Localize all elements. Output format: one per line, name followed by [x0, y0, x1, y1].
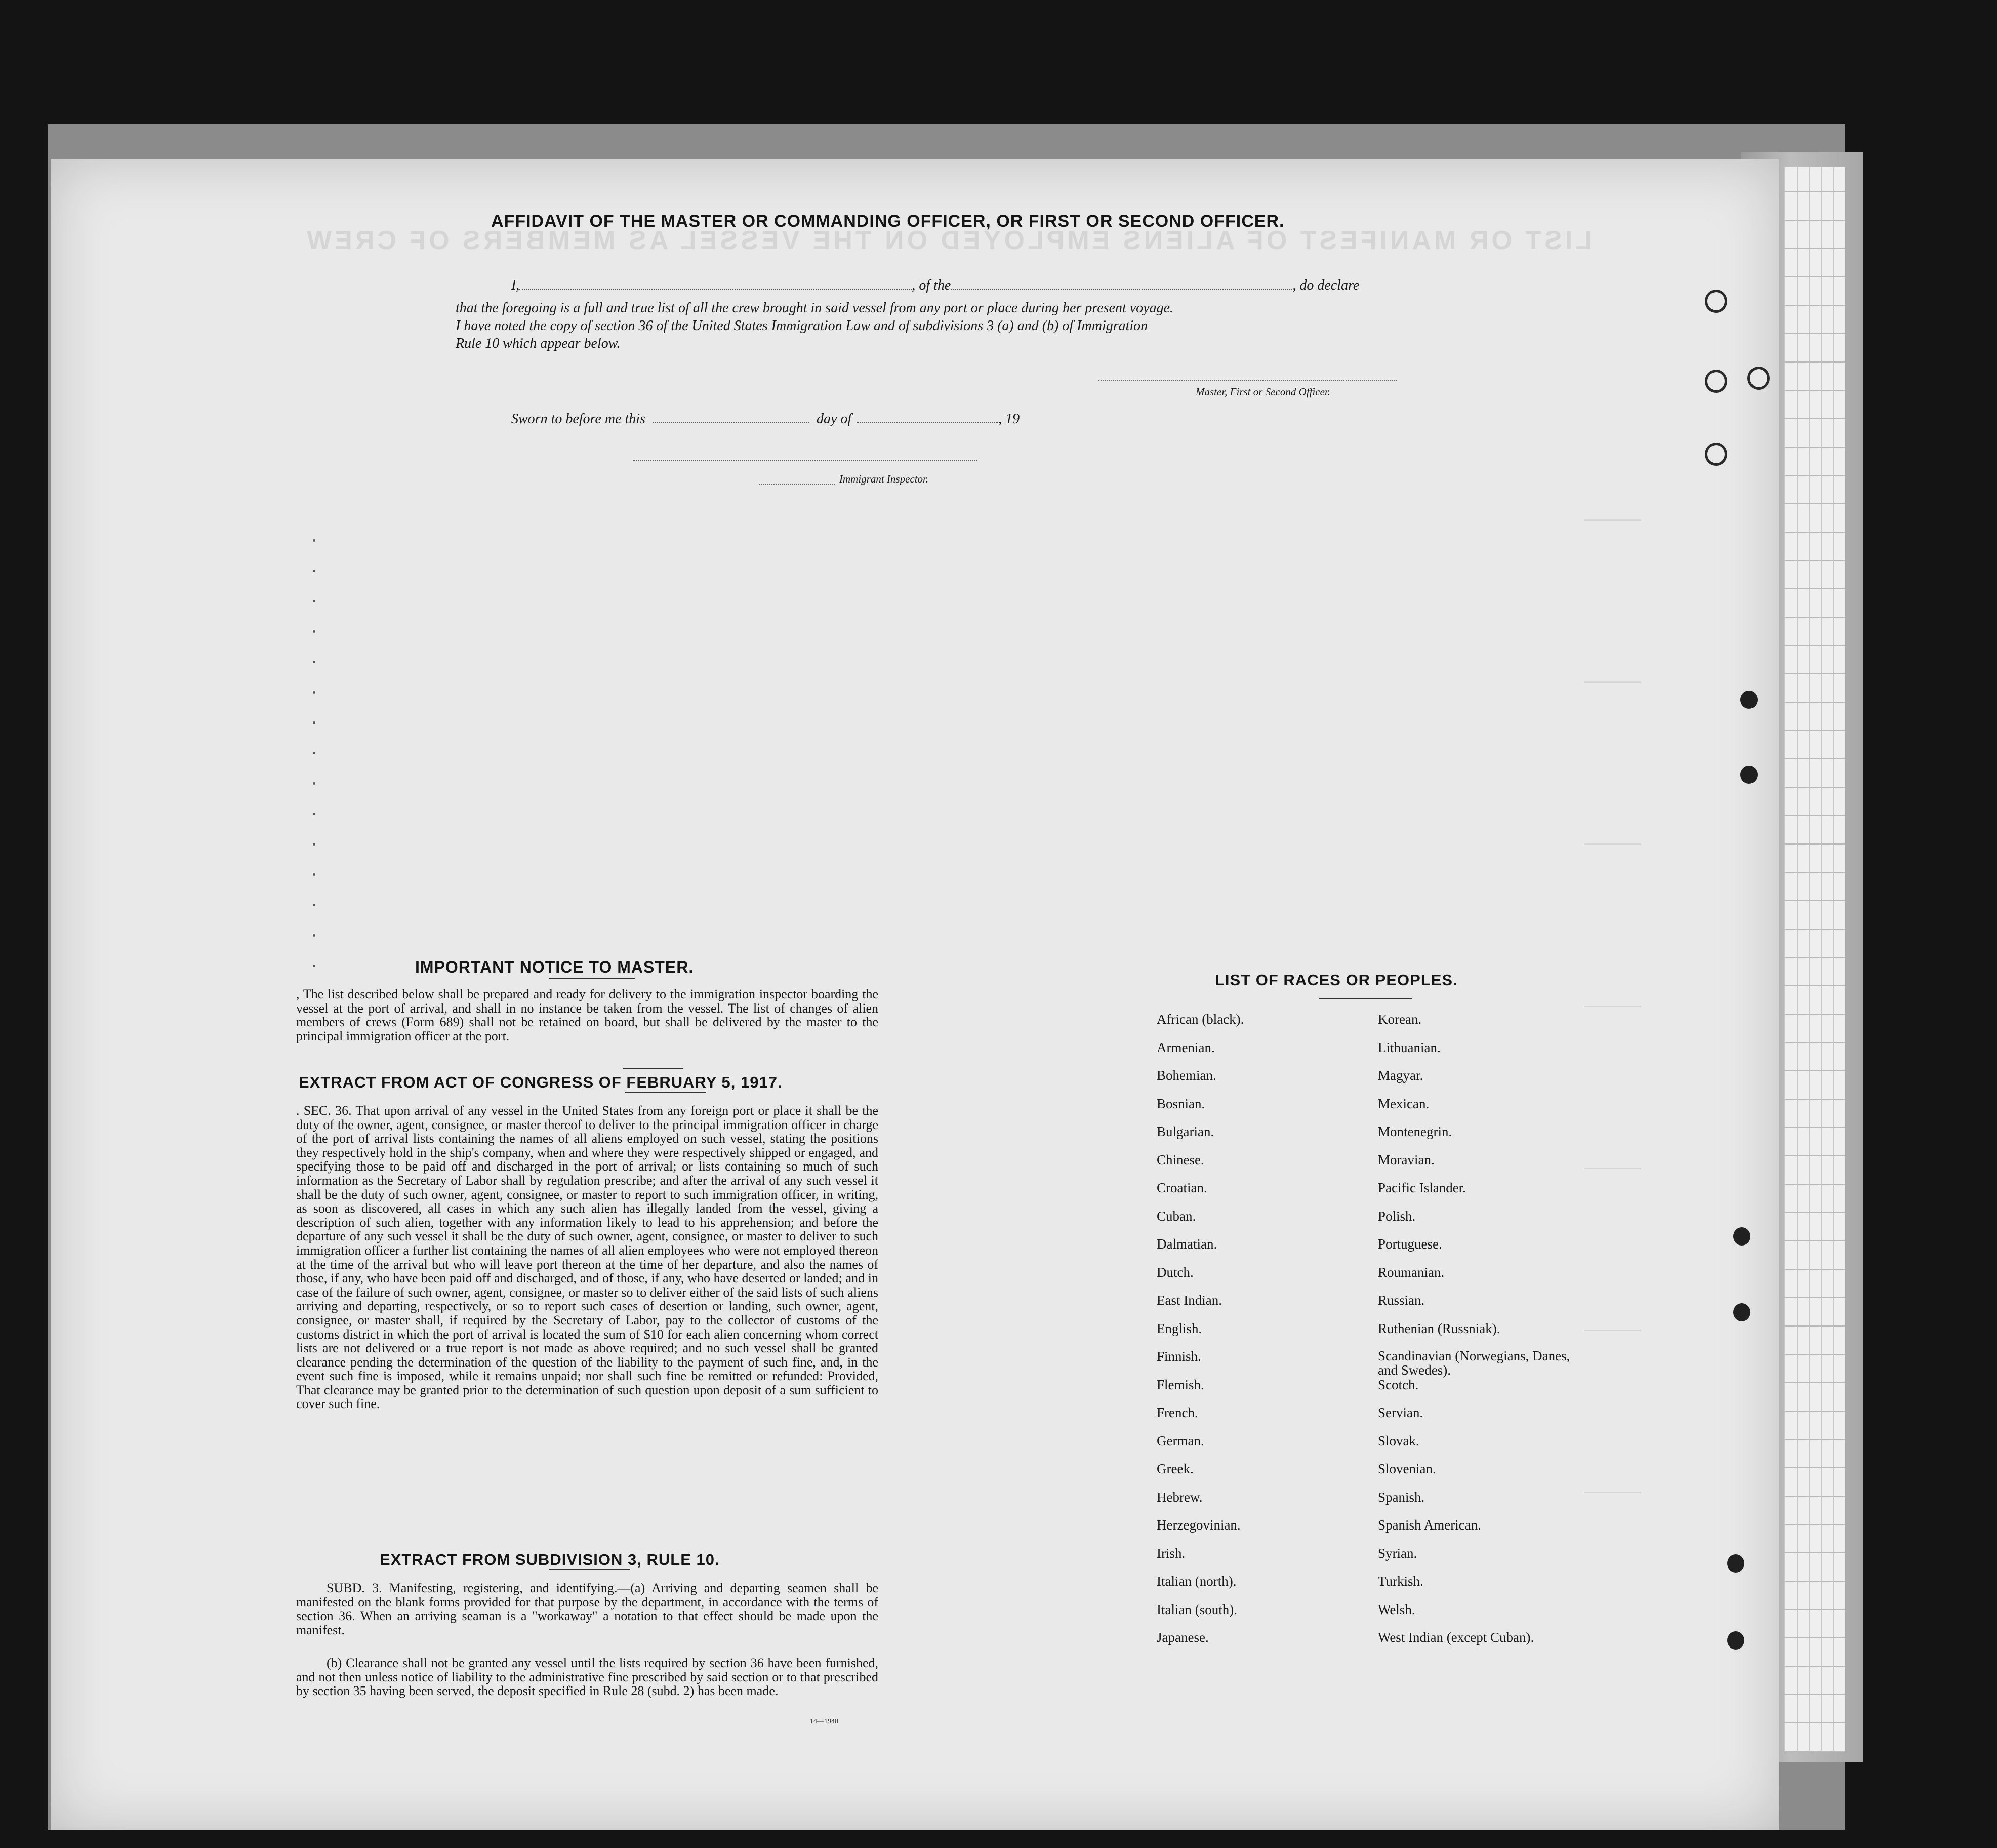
punch-hole	[1740, 766, 1758, 784]
race-item: Ruthenian (Russniak).	[1378, 1320, 1500, 1336]
punch-hole	[1705, 370, 1727, 393]
race-item: Dutch.	[1157, 1264, 1194, 1280]
act-title-underline	[625, 1092, 706, 1093]
notice-text: , The list described below shall be prepared and ready for delivery to the immigration inspector boarding the vessel at the port of arrival, and shall in no instance be taken from the vessel. The list of changes of alien members of crews (Form 689) shall not be retained on board, but shall be delivered by the master to the principal immigration officer at the port.	[296, 987, 878, 1043]
race-item: Greek.	[1157, 1461, 1194, 1476]
affidavit-title: AFFIDAVIT OF THE MASTER OR COMMANDING OFFICER, OR FIRST OR SECOND OFFICER.	[491, 212, 1285, 231]
race-item: Magyar.	[1378, 1068, 1423, 1083]
punch-hole	[1747, 367, 1770, 390]
race-item: Scandinavian (Norwegians, Danes, and Swedes).	[1378, 1348, 1570, 1378]
race-item: Bosnian.	[1157, 1096, 1205, 1111]
races-title-underline	[1319, 998, 1412, 999]
punch-hole	[1733, 1227, 1750, 1246]
name-field[interactable]	[519, 289, 912, 290]
affidavit-text-line-2: that the foregoing is a full and true list of all the crew brought in said vessel from any port or place during her present voyage.	[456, 300, 1174, 316]
race-item: Dalmatian.	[1157, 1236, 1217, 1252]
race-item: Irish.	[1157, 1545, 1186, 1561]
race-item: East Indian.	[1157, 1293, 1222, 1308]
ledger-grid-margin	[1784, 167, 1845, 1752]
affidavit-i: I,	[511, 277, 520, 293]
punch-hole	[1727, 1554, 1744, 1573]
inspector-signature-line[interactable]	[633, 460, 977, 461]
race-item: Finnish.	[1157, 1349, 1201, 1364]
day-of-text: day of	[816, 411, 852, 427]
race-item: Slovak.	[1378, 1433, 1419, 1449]
sworn-text: Sworn to before me this	[511, 411, 645, 427]
race-item: Hebrew.	[1157, 1489, 1203, 1505]
race-item: Croatian.	[1157, 1180, 1207, 1195]
year-text: , 19	[998, 411, 1020, 427]
race-item: Cuban.	[1157, 1208, 1196, 1224]
rule-extract-para-a: SUBD. 3. Manifesting, registering, and identifying.—(a) Arriving and departing seamen shall be manifested on the blank forms provided for that purpose by the department, in accordance with the terms of section 36. When an arriving seaman is a "workaway" a notation to that effect should be made upon the manifest.	[296, 1581, 878, 1637]
notice-title: IMPORTANT NOTICE TO MASTER.	[415, 958, 694, 976]
rule-extract-para-b: (b) Clearance shall not be granted any vessel until the lists required by section 36 have been furnished, and not then unless notice of liability to the administrative fine prescribed by said section or to that prescribed by section 35 having been served, the deposit specified in Rule 28 (subd. 2) has been made.	[296, 1656, 878, 1699]
race-item: Bohemian.	[1157, 1068, 1216, 1083]
sworn-line	[511, 411, 1020, 427]
race-item: Polish.	[1378, 1208, 1416, 1224]
races-left-column	[1157, 1012, 1244, 1658]
race-item: Lithuanian.	[1378, 1039, 1441, 1055]
sworn-day-field[interactable]	[653, 422, 809, 423]
race-item: Montenegrin.	[1378, 1124, 1452, 1139]
form-number: 14—1940	[810, 1718, 838, 1725]
race-item: Japanese.	[1157, 1630, 1209, 1645]
race-item: Mexican.	[1378, 1096, 1430, 1111]
race-item: Scotch.	[1378, 1377, 1419, 1392]
punch-hole	[1705, 290, 1727, 313]
race-item: English.	[1157, 1320, 1202, 1336]
races-right-column	[1378, 1012, 1591, 1658]
race-item: Servian.	[1378, 1405, 1423, 1420]
race-item: Spanish.	[1378, 1489, 1425, 1505]
race-item: Moravian.	[1378, 1152, 1435, 1168]
rule-extract-title: EXTRACT FROM SUBDIVISION 3, RULE 10.	[380, 1551, 720, 1569]
punch-hole	[1705, 443, 1727, 466]
section-divider	[623, 1068, 683, 1069]
signature-caption: Master, First or Second Officer.	[1196, 386, 1330, 398]
race-item: Italian (south).	[1157, 1601, 1237, 1617]
race-item: Chinese.	[1157, 1152, 1204, 1168]
affidavit-text-line-3: I have noted the copy of section 36 of the United States Immigration Law and of subdivisions 3 (a) and (b) of Immigration	[456, 318, 1148, 334]
inspector-caption: Immigrant Inspector.	[839, 473, 929, 485]
bleed-through-heading: LIST OR MANIFEST OF ALIENS EMPLOYED ON THE VESSEL AS MEMBERS OF CREW	[304, 226, 1592, 255]
punch-hole	[1740, 691, 1758, 709]
race-item: Italian (north).	[1157, 1574, 1237, 1589]
affidavit-do-declare: , do declare	[1292, 277, 1360, 293]
race-item: Herzegovinian.	[1157, 1517, 1241, 1533]
race-item: Roumanian.	[1378, 1264, 1445, 1280]
races-title: LIST OF RACES OR PEOPLES.	[1215, 971, 1458, 989]
notice-title-underline	[549, 978, 635, 979]
act-extract-title: EXTRACT FROM ACT OF CONGRESS OF FEBRUARY 5, 1917.	[299, 1073, 783, 1091]
race-item: Syrian.	[1378, 1545, 1417, 1561]
race-item: Korean.	[1378, 1012, 1422, 1027]
race-item: African (black).	[1157, 1012, 1244, 1027]
race-item: Spanish American.	[1378, 1517, 1481, 1533]
rule-title-underline	[549, 1569, 630, 1570]
race-item: French.	[1157, 1405, 1198, 1420]
race-item: German.	[1157, 1433, 1204, 1449]
punch-hole	[1727, 1631, 1744, 1650]
race-item: Turkish.	[1378, 1574, 1423, 1589]
race-item: Flemish.	[1157, 1377, 1204, 1392]
race-item: Portuguese.	[1378, 1236, 1442, 1252]
race-item: Pacific Islander.	[1378, 1180, 1466, 1195]
race-item: Welsh.	[1378, 1601, 1415, 1617]
affidavit-of-the: , of the	[912, 277, 951, 293]
vessel-field[interactable]	[951, 289, 1292, 290]
race-item: Slovenian.	[1378, 1461, 1436, 1476]
act-extract-text: . SEC. 36. That upon arrival of any vessel in the United States from any foreign port or place it shall be the duty of the owner, agent, consignee, or master thereof to deliver to the principal immigration officer in charge of the port of arrival lists containing the names of all aliens employed on such vessel, stating the positions they respectively hold in the ship's company, when and where they were respectively shipped or engaged, and specifying those to be paid off and discharged in the port of arrival; or lists containing so much of such information as the Secretary of Labor shall by regulation prescribe; and after the arrival of any such vessel it shall be the duty of such owner, agent, consignee, or master to report to such immigration officer, in writing, as soon as discovered, all cases in which any such alien has illegally landed from the vessel, giving a description of such alien, together with any information likely to lead to his apprehension; and before the departure of any such vessel it shall be the duty of such owner, agent, consignee, or master to deliver to such immigration officer a further list containing the names of all alien employees who were not employed thereon at the time of the arrival but who will leave port thereon at the time of her departure, and also the names of those, if any, who have been paid off and discharged, and of those, if any, who have deserted or landed; and in case of the failure of such owner, agent, consignee, or master so to deliver either of the said lists of such aliens arriving and departing, respectively, or so to report such cases of desertion or landing, such owner, agent, consignee, or master shall, if required by the Secretary of Labor, pay to the collector of customs of the customs district in which the port of arrival is located the sum of $10 for each alien concerning whom correct lists are not delivered or a true report is not made as above required; and no such vessel shall be granted clearance pending the determination of the question of the liability to the payment of such fine, and, in the event such fine is imposed, while it remains unpaid; nor shall such fine be remitted or refunded: Provided, That clearance may be granted prior to the determination of such question upon deposit of a sum sufficient to cover such fine.	[296, 1103, 878, 1412]
affidavit-text-line-4: Rule 10 which appear below.	[456, 336, 621, 351]
inspector-leader-line	[759, 484, 835, 485]
sworn-month-field[interactable]	[857, 422, 998, 423]
race-item: West Indian (except Cuban).	[1378, 1630, 1534, 1645]
affidavit-declaration-line	[511, 277, 1359, 294]
signature-line[interactable]	[1098, 380, 1397, 381]
race-item: Russian.	[1378, 1293, 1425, 1308]
race-item: Armenian.	[1157, 1039, 1215, 1055]
punch-hole	[1733, 1303, 1750, 1321]
race-item: Bulgarian.	[1157, 1124, 1214, 1139]
